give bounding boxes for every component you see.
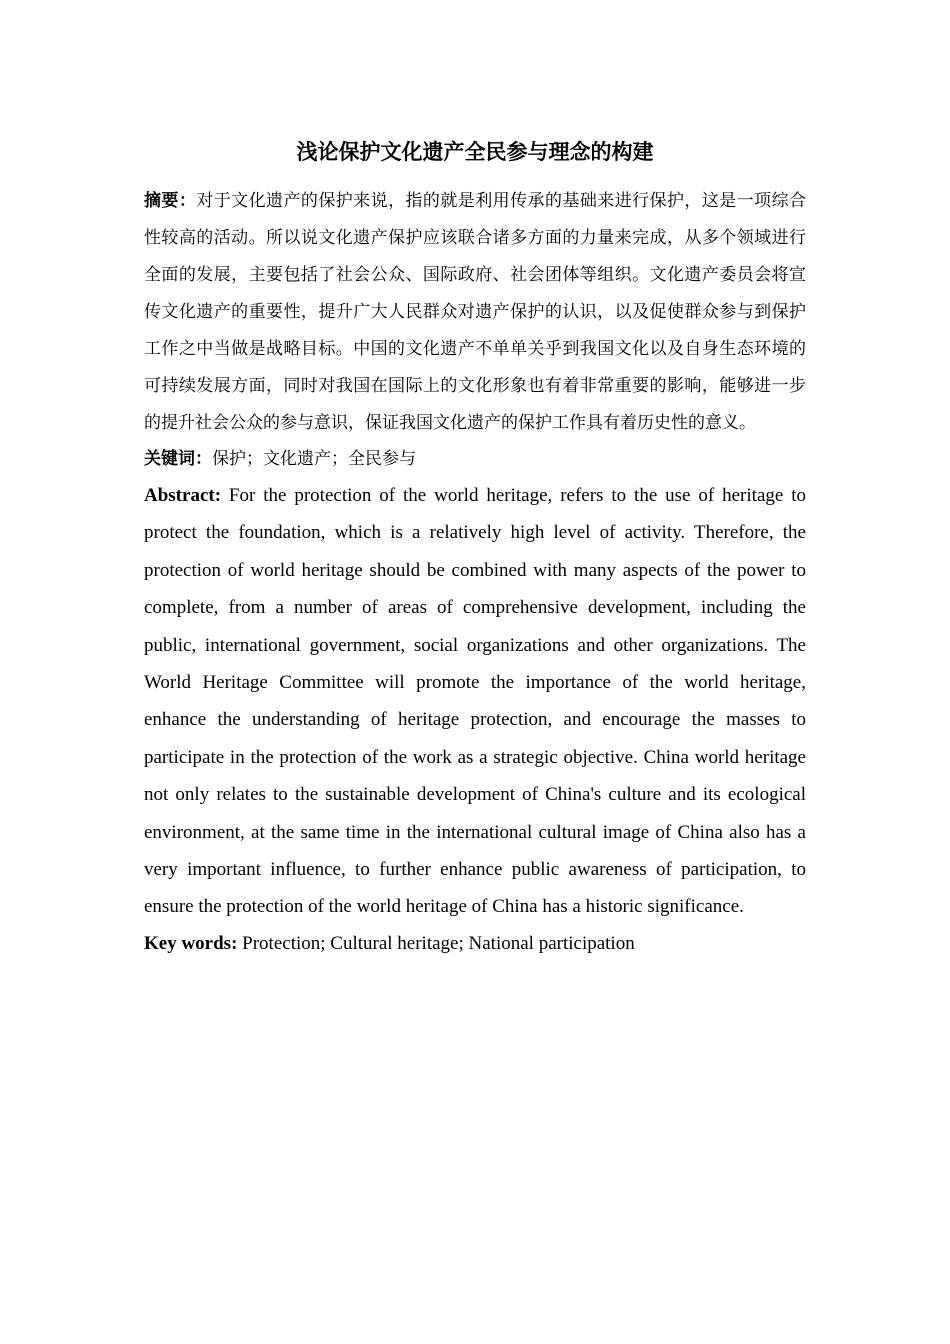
english-keywords-text: Protection; Cultural heritage; National participation <box>237 932 635 954</box>
chinese-abstract-text: 对于文化遗产的保护来说，指的就是利用传承的基础来进行保护，这是一项综合性较高的活动。所以说文化遗产保护应该联合诸多方面的力量来完成，从多个领域进行全面的发展，主要包括了社会公众、国际政府、社会团体等组织。文化遗产委员会将宣传文化遗产的重要性，提升广大人民群众对遗产保护的认识，以及促使群众参与到保护工作之中当做是战略目标。中国的文化遗产不单单关乎到我国文化以及自身生态环境的可持续发展方面，同时对我国在国际上的文化形象也有着非常重要的影响，能够进一步的提升社会公众的参与意识，保证我国文化遗产的保护工作具有着历史性的意义。 <box>144 191 807 433</box>
english-abstract-label: Abstract: <box>144 485 222 506</box>
english-abstract <box>144 477 806 926</box>
english-keywords-label: Key words: <box>144 932 238 954</box>
chinese-keywords <box>144 442 806 477</box>
abstract-section <box>144 183 806 961</box>
english-abstract-text: For the protection of the world heritage, refers to the use of heritage to protect the foundation, which is a relatively high level of activity. Therefore, the protection of world heritage should be combined with many aspects of the power to complete, from a number of areas of comprehensive development, including the public, international government, social organizations and other organizations. The World Heritage Committee will promote the importance of the world heritage, enhance the understanding of heritage protection, and encourage the masses to participate in the protection of the work as a strategic objective. China world heritage not only relates to the sustainable development of China's culture and its ecological environment, at the same time in the international cultural image of China also has a very important influence, to further enhance public awareness of participation, to ensure the protection of the world heritage of China has a historic significance. <box>144 485 806 918</box>
english-keywords <box>144 926 806 961</box>
chinese-keywords-label: 关键词： <box>144 449 212 469</box>
chinese-keywords-text: 保护；文化遗产；全民参与 <box>212 449 416 469</box>
chinese-abstract <box>144 183 806 442</box>
paper-title: 浅论保护文化遗产全民参与理念的构建 <box>296 139 654 164</box>
chinese-abstract-label: 摘要： <box>144 191 197 211</box>
